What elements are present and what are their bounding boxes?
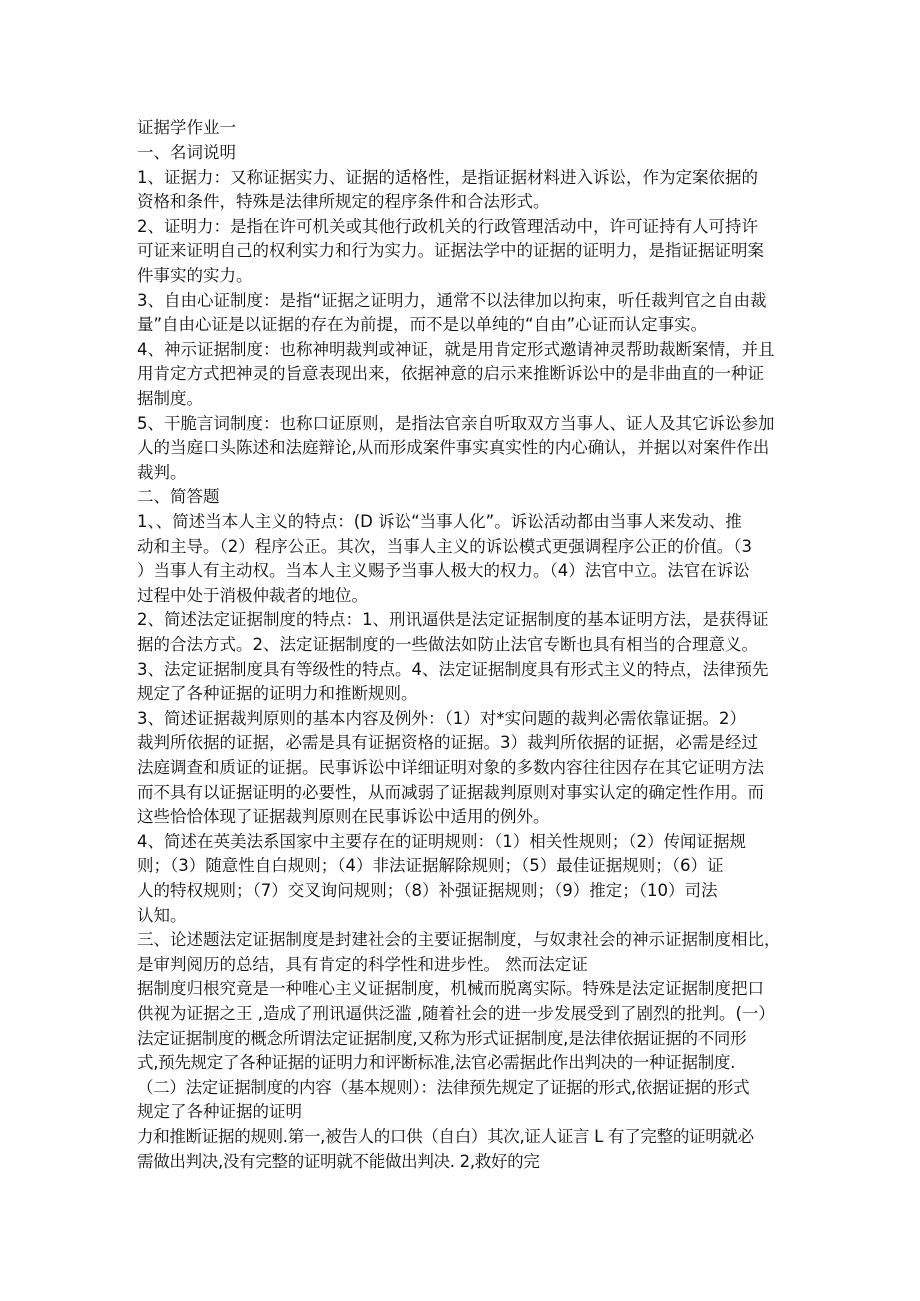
text-line: 则；（3）随意性自白规则；（4）非法证据解除规则；（5）最佳证据规则；（6）证: [137, 856, 724, 875]
text-line: 5、干脆言词制度：也称口证原则，是指法官亲自听取双方当事人、证人及其它诉讼参加: [137, 414, 775, 433]
text-line: 裁判。: [137, 463, 187, 482]
text-line: 3、简述证据裁判原则的基本内容及例外：（1）对*实问题的裁判必需依靠证据。2）: [137, 709, 746, 728]
text-line: 动和主导。（2）程序公正。其次，当事人主义的诉讼模式更强调程序公正的价值。（3: [137, 537, 752, 556]
text-line: 据的合法方式。2、法定证据制度的一些做法如防止法官专断也具有相当的合理意义。: [137, 635, 758, 654]
text-line: 需做出判决,没有完整的证明就不能做出判决. 2,救好的完: [137, 1152, 540, 1171]
section-heading-2: 二、简答题: [137, 487, 220, 506]
text-line: 人的特权规则；（7）交叉询问规则；（8）补强证据规则；（9）推定；（10）司法: [137, 881, 718, 900]
text-line: 法定证据制度的概念所谓法定证据制度,又称为形式证据制度,是法律依据证据的不同形: [137, 1029, 747, 1048]
text-line: 过程中处于消极仲裁者的地位。: [137, 586, 368, 605]
section-heading-3: 三、论述题法定证据制度是封建社会的主要证据制度，与奴隶社会的神示证据制度相比，: [137, 930, 781, 949]
text-line: 这些恰恰体现了证据裁判原则在民事诉讼中适用的例外。: [137, 807, 550, 826]
text-line: 规定了各种证据的证明: [137, 1102, 302, 1121]
text-line: 据制度归根究竟是一种唯心主义证据制度，机械而脱离实际。特殊是法定证据制度把口: [137, 979, 764, 998]
text-line: 用肯定方式把神灵的旨意表现出来，依据神意的启示来推断诉讼中的是非曲直的一种证: [137, 364, 764, 383]
text-line: ）当事人有主动权。当本人主义赐予当事人极大的权力。（4）法官中立。法官在诉讼: [137, 561, 750, 580]
text-line: 式,预先规定了各种证据的证明力和评断标准,法官必需据此作出判决的一种证据制度.: [137, 1053, 736, 1072]
text-line: 2、证明力：是指在许可机关或其他行政机关的行政管理活动中，许可证持有人可持许: [137, 217, 758, 236]
text-line: 法庭调查和质证的证据。民事诉讼中详细证明对象的多数内容往往因存在其它证明方法: [137, 758, 764, 777]
text-line: 规定了各种证据的证明力和推断规则。: [137, 684, 418, 703]
text-line: 认知。: [137, 906, 187, 925]
text-line: 3、法定证据制度具有等级性的特点。4、法定证据制度具有形式主义的特点，法律预先: [137, 660, 769, 679]
text-line: 人的当庭口头陈述和法庭辩论,从而形成案件事实真实性的内心确认，并据以对案件作出: [137, 438, 770, 457]
text-line: 供视为证据之王 ,造成了刑讯逼供泛滥 ,随着社会的进一步发展受到了剧烈的批判。(一）: [137, 1004, 775, 1023]
text-line: 是审判阅历的总结，具有肯定的科学性和进步性。 然而法定证: [137, 955, 588, 974]
text-line: 1、证据力：又称证据实力、证据的适格性，是指证据材料进入诉讼，作为定案依据的: [137, 168, 758, 187]
text-line: 3、自由心证制度：是指“证据之证明力，通常不以法律加以拘束，听任裁判官之自由裁: [137, 291, 767, 310]
document-title: 证据学作业一: [137, 118, 236, 137]
section-heading-1: 一、名词说明: [137, 143, 236, 162]
text-line: 4、简述在英美法系国家中主要存在的证明规则：（1）相关性规则；（2）传闻证据规: [137, 832, 746, 851]
text-line: 资格和条件，特殊是法律所规定的程序条件和合法形式。: [137, 192, 550, 211]
text-line: 量”自由心证是以证据的存在为前提，而不是以单纯的“自由”心证而认定事实。: [137, 315, 708, 334]
text-line: 可证来证明自己的权利实力和行为实力。证据法学中的证据的证明力，是指证据证明案: [137, 241, 764, 260]
text-line: 裁判所依据的证据，必需是具有证据资格的证据。3）裁判所依据的证据，必需是经过: [137, 733, 758, 752]
text-line: 1、、简述当本人主义的特点：(D 诉讼“当事人化”。诉讼活动都由当事人来发动、推: [137, 512, 742, 531]
text-line: 据制度。: [137, 389, 203, 408]
text-line: 而不具有以证据证明的必要性，从而减弱了证据裁判原则对事实认定的确定性作用。而: [137, 783, 764, 802]
text-line: 力和推断证据的规则.第一,被告人的口供（自白）其次,证人证言 L 有了完整的证明就必: [137, 1127, 754, 1146]
text-line: 4、神示证据制度：也称神明裁判或神证，就是用肯定形式邀请神灵帮助裁断案情，并且: [137, 340, 775, 359]
text-line: 2、简述法定证据制度的特点：1、刑讯逼供是法定证据制度的基本证明方法，是获得证: [137, 610, 769, 629]
text-line: （二）法定证据制度的内容（基本规则）：法律预先规定了证据的形式,依据证据的形式: [137, 1078, 750, 1097]
text-line: 件事实的实力。: [137, 266, 253, 285]
